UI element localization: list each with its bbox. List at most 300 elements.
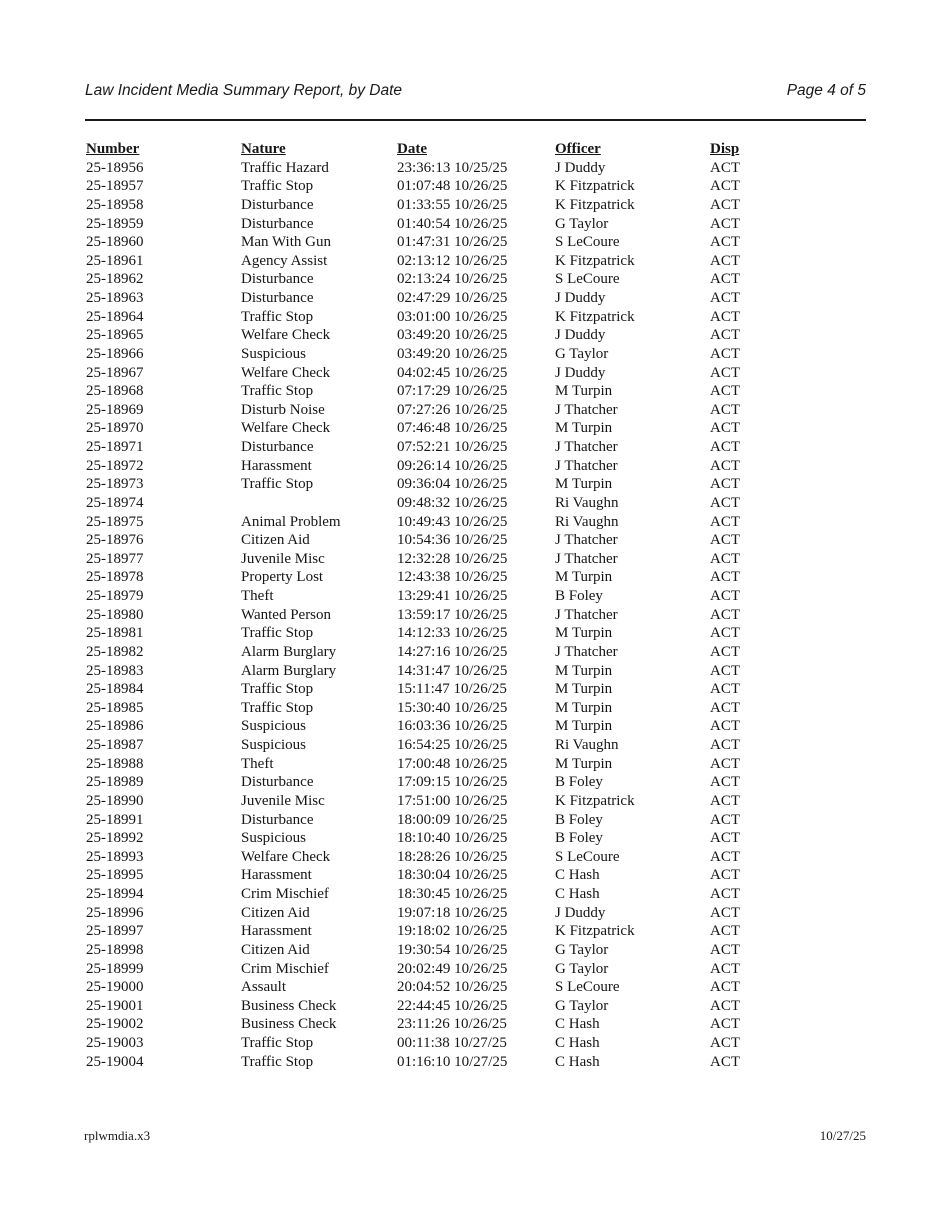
cell-date: 01:33:55 10/26/25 <box>397 196 508 213</box>
cell-officer: G Taylor <box>555 997 609 1014</box>
cell-date: 14:27:16 10/26/25 <box>397 643 508 660</box>
cell-number: 25-18993 <box>86 848 144 865</box>
table-row <box>86 457 866 476</box>
cell-nature: Disturbance <box>241 439 314 455</box>
cell-disp: ACT <box>710 811 740 828</box>
cell-officer: Ri Vaughn <box>555 513 619 530</box>
cell-nature: Alarm Burglary <box>241 662 337 679</box>
page-title: Law Incident Media Summary Report, by Date <box>85 82 403 99</box>
cell-nature: Disturbance <box>241 290 314 306</box>
cell-disp: ACT <box>710 923 740 940</box>
cell-date: 15:30:40 10/26/25 <box>397 699 508 716</box>
cell-number: 25-18964 <box>86 308 144 325</box>
cell-officer: J Duddy <box>555 364 606 381</box>
cell-disp: ACT <box>710 681 740 698</box>
cell-number: 25-19000 <box>86 979 144 996</box>
cell-date: 07:46:48 10/26/25 <box>397 420 508 437</box>
cell-officer: C Hash <box>555 1016 600 1033</box>
cell-date: 03:01:00 10/26/25 <box>397 308 508 325</box>
cell-nature: Harassment <box>241 457 312 474</box>
table-row <box>86 494 866 513</box>
cell-officer: G Taylor <box>555 345 609 362</box>
cell-nature: Crim Mischief <box>241 886 329 902</box>
cell-officer: M Turpin <box>555 662 613 679</box>
table-row <box>86 159 866 178</box>
cell-date: 13:59:17 10/26/25 <box>397 606 508 623</box>
cell-nature: Assault <box>241 979 286 996</box>
cell-number: 25-18983 <box>86 662 144 679</box>
cell-disp: ACT <box>710 196 740 213</box>
cell-number: 25-18974 <box>86 494 144 511</box>
cell-number: 25-18960 <box>86 234 144 251</box>
cell-number: 25-18972 <box>86 457 144 474</box>
cell-date: 23:11:26 10/26/25 <box>397 1016 507 1033</box>
cell-date: 12:43:38 10/26/25 <box>397 569 508 586</box>
cell-number: 25-18982 <box>86 643 144 660</box>
cell-officer: C Hash <box>555 1035 600 1051</box>
table-row <box>86 978 866 997</box>
column-header-officer: Officer <box>555 141 601 157</box>
cell-disp: ACT <box>710 569 740 586</box>
cell-nature: Juvenile Misc <box>241 792 325 809</box>
cell-number: 25-18987 <box>86 737 144 753</box>
cell-date: 18:00:09 10/26/25 <box>397 811 508 828</box>
cell-number: 25-18963 <box>86 290 144 306</box>
table-row <box>86 177 866 196</box>
cell-number: 25-18990 <box>86 792 144 809</box>
cell-number: 25-18985 <box>86 699 144 716</box>
cell-officer: J Thatcher <box>555 401 618 418</box>
cell-number: 25-18992 <box>86 830 144 847</box>
cell-disp: ACT <box>710 271 740 288</box>
cell-disp: ACT <box>710 606 740 623</box>
table-row <box>86 885 866 904</box>
table-row <box>86 550 866 569</box>
cell-date: 03:49:20 10/26/25 <box>397 345 508 362</box>
cell-disp: ACT <box>710 1053 740 1070</box>
cell-date: 16:54:25 10/26/25 <box>397 737 508 753</box>
cell-nature: Juvenile Misc <box>241 550 325 567</box>
cell-nature: Agency Assist <box>241 252 328 269</box>
cell-nature: Crim Mischief <box>241 960 329 977</box>
cell-date: 02:47:29 10/26/25 <box>397 290 508 306</box>
cell-officer: M Turpin <box>555 569 613 586</box>
cell-officer: S LeCoure <box>555 234 620 251</box>
cell-number: 25-18988 <box>86 755 144 772</box>
cell-date: 01:16:10 10/27/25 <box>397 1053 508 1070</box>
table-row <box>86 382 866 401</box>
header-rule <box>85 119 866 121</box>
table-row <box>86 438 866 457</box>
cell-number: 25-18999 <box>86 960 144 977</box>
cell-nature: Suspicious <box>241 718 307 735</box>
table-row <box>86 513 866 532</box>
cell-officer: G Taylor <box>555 215 609 232</box>
table-row <box>86 960 866 979</box>
cell-nature: Traffic Stop <box>241 308 314 325</box>
cell-officer: J Thatcher <box>555 643 618 660</box>
cell-officer: K Fitzpatrick <box>555 252 635 269</box>
cell-nature: Traffic Stop <box>241 699 314 716</box>
cell-nature: Animal Problem <box>241 513 341 530</box>
cell-number: 25-18989 <box>86 774 144 791</box>
cell-number: 25-18958 <box>86 196 144 213</box>
cell-number: 25-18978 <box>86 569 144 586</box>
cell-number: 25-18973 <box>86 476 144 493</box>
table-row <box>86 531 866 550</box>
cell-nature: Welfare Check <box>241 327 331 344</box>
cell-number: 25-18965 <box>86 327 144 344</box>
cell-disp: ACT <box>710 345 740 362</box>
cell-nature: Suspicious <box>241 737 307 753</box>
table-row <box>86 717 866 736</box>
cell-officer: M Turpin <box>555 383 613 400</box>
cell-disp: ACT <box>710 886 740 902</box>
cell-nature: Suspicious <box>241 830 307 847</box>
cell-nature: Theft <box>241 755 274 772</box>
cell-number: 25-18976 <box>86 532 144 549</box>
cell-date: 18:10:40 10/26/25 <box>397 830 508 847</box>
cell-date: 01:40:54 10/26/25 <box>397 215 508 232</box>
cell-disp: ACT <box>710 960 740 977</box>
cell-disp: ACT <box>710 1035 740 1051</box>
cell-disp: ACT <box>710 327 740 344</box>
table-row <box>86 326 866 345</box>
column-header-nature: Nature <box>241 141 286 157</box>
table-row <box>86 1053 866 1072</box>
cell-nature <box>241 494 397 513</box>
table-row <box>86 680 866 699</box>
cell-disp: ACT <box>710 997 740 1014</box>
cell-date: 02:13:24 10/26/25 <box>397 271 508 288</box>
cell-number: 25-18962 <box>86 271 144 288</box>
cell-officer: G Taylor <box>555 960 609 977</box>
cell-disp: ACT <box>710 904 740 921</box>
cell-date: 18:28:26 10/26/25 <box>397 848 508 865</box>
cell-number: 25-18970 <box>86 420 144 437</box>
cell-nature: Suspicious <box>241 345 307 362</box>
cell-officer: B Foley <box>555 774 603 791</box>
table-row <box>86 997 866 1016</box>
cell-disp: ACT <box>710 792 740 809</box>
table-row <box>86 419 866 438</box>
cell-officer: J Thatcher <box>555 532 618 549</box>
table-row <box>86 475 866 494</box>
cell-date: 19:18:02 10/26/25 <box>397 923 508 940</box>
cell-disp: ACT <box>710 420 740 437</box>
cell-nature: Harassment <box>241 867 312 884</box>
cell-nature: Disturbance <box>241 196 314 213</box>
cell-nature: Traffic Stop <box>241 625 314 642</box>
cell-number: 25-18984 <box>86 681 144 698</box>
cell-date: 04:02:45 10/26/25 <box>397 364 508 381</box>
cell-officer: Ri Vaughn <box>555 494 619 511</box>
cell-date: 14:31:47 10/26/25 <box>397 662 508 679</box>
table-row <box>86 345 866 364</box>
cell-date: 10:49:43 10/26/25 <box>397 513 508 530</box>
table-row <box>86 904 866 923</box>
cell-number: 25-19004 <box>86 1053 144 1070</box>
cell-disp: ACT <box>710 755 740 772</box>
column-header-date: Date <box>397 141 427 157</box>
cell-number: 25-18991 <box>86 811 144 828</box>
cell-number: 25-18961 <box>86 252 144 269</box>
cell-disp: ACT <box>710 178 740 195</box>
cell-date: 18:30:45 10/26/25 <box>397 886 508 902</box>
table-row <box>86 215 866 234</box>
cell-number: 25-18994 <box>86 886 144 902</box>
cell-date: 12:32:28 10/26/25 <box>397 550 508 567</box>
cell-date: 09:26:14 10/26/25 <box>397 457 508 474</box>
cell-disp: ACT <box>710 718 740 735</box>
cell-number: 25-18968 <box>86 383 144 400</box>
table-row <box>86 736 866 755</box>
footer-report-id: rplwmdia.x3 <box>84 1128 151 1143</box>
cell-officer: M Turpin <box>555 718 613 735</box>
page-number: Page 4 of 5 <box>786 82 866 99</box>
cell-number: 25-18977 <box>86 550 144 567</box>
cell-date: 09:48:32 10/26/25 <box>397 494 508 511</box>
table-row <box>86 773 866 792</box>
cell-officer: S LeCoure <box>555 848 620 865</box>
cell-nature: Property Lost <box>241 569 324 586</box>
cell-nature: Welfare Check <box>241 364 331 381</box>
cell-officer: G Taylor <box>555 941 609 958</box>
table-row <box>86 308 866 327</box>
cell-officer: C Hash <box>555 886 600 902</box>
cell-number: 25-19001 <box>86 997 144 1014</box>
cell-disp: ACT <box>710 699 740 716</box>
cell-date: 07:27:26 10/26/25 <box>397 401 508 418</box>
table-row <box>86 289 866 308</box>
cell-officer: C Hash <box>555 1053 600 1070</box>
cell-nature: Disturbance <box>241 271 314 288</box>
cell-officer: K Fitzpatrick <box>555 308 635 325</box>
footer-date: 10/27/25 <box>819 1128 866 1143</box>
cell-officer: K Fitzpatrick <box>555 923 635 940</box>
cell-date: 01:07:48 10/26/25 <box>397 178 508 195</box>
cell-number: 25-19002 <box>86 1016 144 1033</box>
cell-officer: C Hash <box>555 867 600 884</box>
cell-officer: Ri Vaughn <box>555 737 619 753</box>
cell-nature: Traffic Stop <box>241 476 314 493</box>
cell-nature: Traffic Stop <box>241 383 314 400</box>
cell-number: 25-18975 <box>86 513 144 530</box>
cell-officer: J Duddy <box>555 159 606 176</box>
cell-disp: ACT <box>710 513 740 530</box>
cell-disp: ACT <box>710 830 740 847</box>
cell-nature: Man With Gun <box>241 234 331 251</box>
cell-date: 19:30:54 10/26/25 <box>397 941 508 958</box>
cell-date: 09:36:04 10/26/25 <box>397 476 508 493</box>
table-row <box>86 252 866 271</box>
cell-nature: Disturbance <box>241 215 314 232</box>
cell-disp: ACT <box>710 737 740 753</box>
cell-officer: J Thatcher <box>555 606 618 623</box>
cell-officer: M Turpin <box>555 625 613 642</box>
table-row <box>86 1034 866 1053</box>
cell-officer: S LeCoure <box>555 271 620 288</box>
column-header-number: Number <box>86 141 140 157</box>
cell-officer: J Thatcher <box>555 457 618 474</box>
cell-officer: K Fitzpatrick <box>555 792 635 809</box>
cell-nature: Welfare Check <box>241 848 331 865</box>
table-row <box>86 233 866 252</box>
cell-nature: Traffic Stop <box>241 1053 314 1070</box>
cell-number: 25-18995 <box>86 867 144 884</box>
cell-number: 25-18956 <box>86 159 144 176</box>
cell-number: 25-18980 <box>86 606 144 623</box>
cell-nature: Business Check <box>241 1016 337 1033</box>
cell-number: 25-18981 <box>86 625 144 642</box>
cell-date: 20:04:52 10/26/25 <box>397 979 508 996</box>
cell-date: 10:54:36 10/26/25 <box>397 532 508 549</box>
cell-nature: Traffic Stop <box>241 1035 314 1051</box>
table-row <box>86 699 866 718</box>
cell-date: 22:44:45 10/26/25 <box>397 997 508 1014</box>
cell-disp: ACT <box>710 234 740 251</box>
cell-date: 17:09:15 10/26/25 <box>397 774 508 791</box>
cell-officer: J Duddy <box>555 904 606 921</box>
cell-officer: J Thatcher <box>555 550 618 567</box>
table-row <box>86 755 866 774</box>
cell-nature: Disturbance <box>241 811 314 828</box>
table-row <box>86 922 866 941</box>
cell-date: 00:11:38 10/27/25 <box>397 1035 507 1051</box>
cell-nature: Disturb Noise <box>241 401 325 418</box>
table-row <box>86 624 866 643</box>
table-row <box>86 829 866 848</box>
table-row <box>86 866 866 885</box>
cell-nature: Wanted Person <box>241 606 332 623</box>
cell-disp: ACT <box>710 439 740 455</box>
table-row <box>86 587 866 606</box>
incident-table-body <box>86 159 866 1072</box>
cell-nature: Citizen Aid <box>241 532 310 549</box>
cell-officer: S LeCoure <box>555 979 620 996</box>
cell-nature: Alarm Burglary <box>241 643 337 660</box>
cell-disp: ACT <box>710 643 740 660</box>
cell-number: 25-18997 <box>86 923 144 940</box>
cell-date: 20:02:49 10/26/25 <box>397 960 508 977</box>
cell-date: 07:17:29 10/26/25 <box>397 383 508 400</box>
cell-nature: Business Check <box>241 997 337 1014</box>
cell-disp: ACT <box>710 476 740 493</box>
cell-disp: ACT <box>710 662 740 679</box>
cell-disp: ACT <box>710 1016 740 1033</box>
cell-disp: ACT <box>710 532 740 549</box>
cell-number: 25-18979 <box>86 588 144 604</box>
cell-date: 17:00:48 10/26/25 <box>397 755 508 772</box>
cell-number: 25-18986 <box>86 718 144 735</box>
table-row <box>86 401 866 420</box>
cell-officer: M Turpin <box>555 420 613 437</box>
cell-officer: J Thatcher <box>555 439 618 455</box>
cell-date: 19:07:18 10/26/25 <box>397 904 508 921</box>
cell-disp: ACT <box>710 848 740 865</box>
table-row <box>86 568 866 587</box>
table-header-row <box>86 140 866 159</box>
cell-officer: K Fitzpatrick <box>555 196 635 213</box>
cell-officer: B Foley <box>555 830 603 847</box>
cell-officer: J Duddy <box>555 290 606 306</box>
cell-date: 02:13:12 10/26/25 <box>397 252 508 269</box>
cell-officer: K Fitzpatrick <box>555 178 635 195</box>
cell-nature: Harassment <box>241 923 312 940</box>
cell-disp: ACT <box>710 550 740 567</box>
cell-nature: Disturbance <box>241 774 314 791</box>
table-row <box>86 270 866 289</box>
report-footer <box>84 1128 866 1144</box>
cell-disp: ACT <box>710 457 740 474</box>
cell-date: 16:03:36 10/26/25 <box>397 718 508 735</box>
cell-officer: B Foley <box>555 588 603 604</box>
cell-officer: M Turpin <box>555 476 613 493</box>
report-header <box>85 82 866 100</box>
cell-officer: B Foley <box>555 811 603 828</box>
cell-disp: ACT <box>710 774 740 791</box>
cell-date: 14:12:33 10/26/25 <box>397 625 508 642</box>
cell-disp: ACT <box>710 588 740 604</box>
cell-nature: Theft <box>241 588 274 604</box>
table-row <box>86 792 866 811</box>
cell-officer: M Turpin <box>555 681 613 698</box>
cell-disp: ACT <box>710 494 740 511</box>
cell-nature: Citizen Aid <box>241 904 310 921</box>
cell-disp: ACT <box>710 159 740 176</box>
cell-number: 25-18959 <box>86 215 144 232</box>
cell-number: 25-18996 <box>86 904 144 921</box>
table-row <box>86 196 866 215</box>
cell-disp: ACT <box>710 215 740 232</box>
table-row <box>86 941 866 960</box>
table-row <box>86 643 866 662</box>
table-row <box>86 1015 866 1034</box>
cell-nature: Welfare Check <box>241 420 331 437</box>
cell-nature: Traffic Stop <box>241 178 314 195</box>
cell-disp: ACT <box>710 290 740 306</box>
cell-number: 25-18969 <box>86 401 144 418</box>
table-row <box>86 364 866 383</box>
cell-officer: M Turpin <box>555 699 613 716</box>
cell-nature: Citizen Aid <box>241 941 310 958</box>
cell-date: 01:47:31 10/26/25 <box>397 234 508 251</box>
cell-date: 17:51:00 10/26/25 <box>397 792 508 809</box>
cell-disp: ACT <box>710 941 740 958</box>
cell-date: 07:52:21 10/26/25 <box>397 439 508 455</box>
cell-disp: ACT <box>710 625 740 642</box>
cell-officer: J Duddy <box>555 327 606 344</box>
cell-number: 25-18971 <box>86 439 144 455</box>
cell-number: 25-18957 <box>86 178 144 195</box>
cell-disp: ACT <box>710 364 740 381</box>
cell-number: 25-18966 <box>86 345 144 362</box>
table-row <box>86 848 866 867</box>
cell-date: 18:30:04 10/26/25 <box>397 867 508 884</box>
cell-number: 25-18967 <box>86 364 144 381</box>
cell-date: 03:49:20 10/26/25 <box>397 327 508 344</box>
cell-number: 25-18998 <box>86 941 144 958</box>
cell-disp: ACT <box>710 867 740 884</box>
cell-date: 13:29:41 10/26/25 <box>397 588 508 604</box>
cell-officer: M Turpin <box>555 755 613 772</box>
incident-table <box>86 140 866 1071</box>
table-row <box>86 811 866 830</box>
cell-disp: ACT <box>710 308 740 325</box>
cell-disp: ACT <box>710 383 740 400</box>
cell-nature: Traffic Stop <box>241 681 314 698</box>
cell-disp: ACT <box>710 979 740 996</box>
